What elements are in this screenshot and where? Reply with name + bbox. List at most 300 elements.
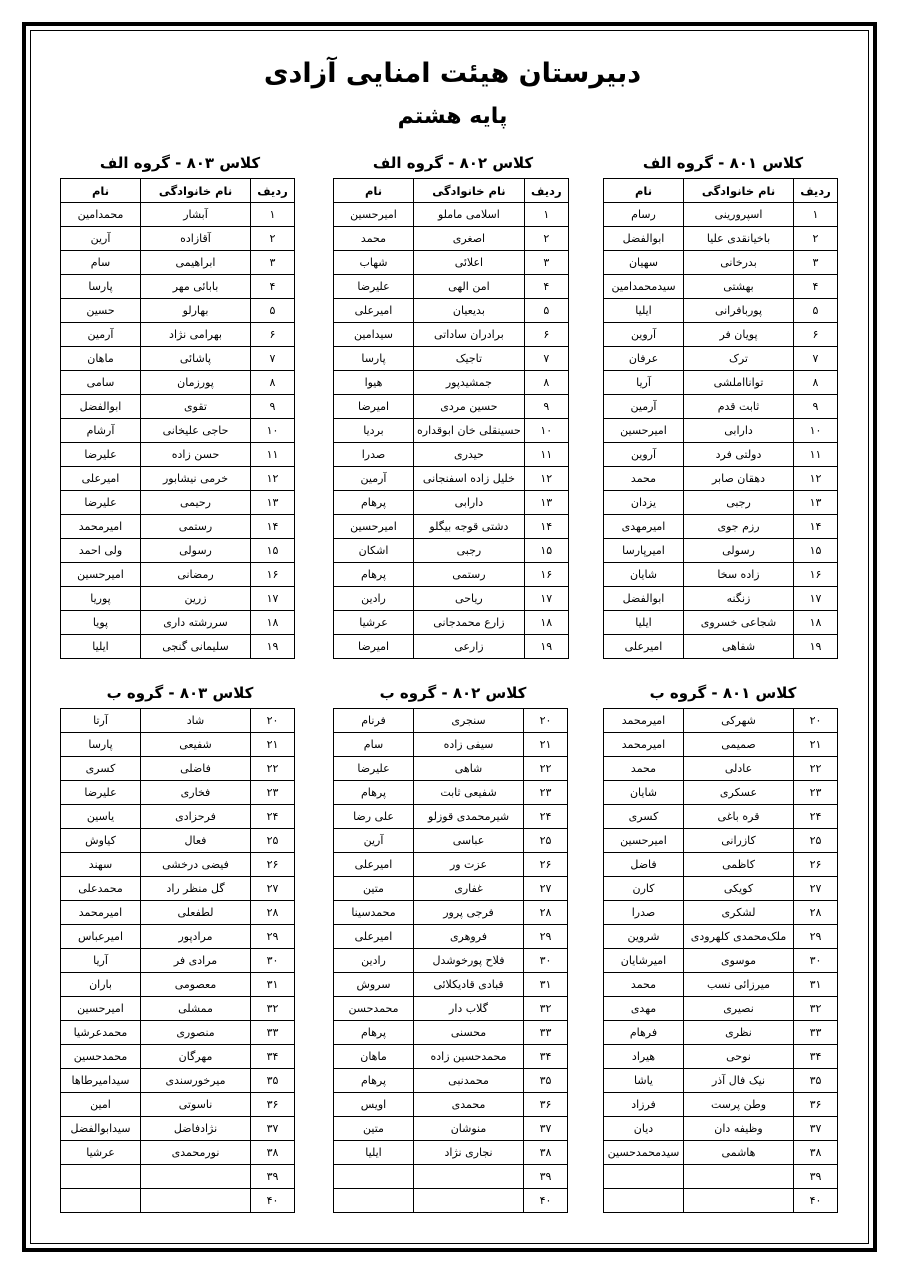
table-row	[61, 1021, 295, 1045]
radif-cell: ۱۹	[524, 635, 568, 659]
first-name-cell: آریا	[61, 949, 141, 973]
radif-cell: ۱۳	[794, 491, 838, 515]
radif-cell: ۲۸	[794, 901, 838, 925]
radif-cell: ۱۰	[524, 419, 568, 443]
table-row	[61, 539, 295, 563]
table-row	[61, 781, 295, 805]
family-name-cell: مهرگان	[141, 1045, 251, 1069]
family-name-cell: فاضلی	[141, 757, 251, 781]
radif-cell: ۳۶	[524, 1093, 568, 1117]
family-name-cell: منوشان	[414, 1117, 524, 1141]
family-name-cell: شاهی	[414, 757, 524, 781]
first-name-cell: امیرمحمد	[604, 709, 684, 733]
first-name-cell: آرتا	[61, 709, 141, 733]
radif-cell: ۳	[794, 251, 838, 275]
radif-cell: ۳۲	[794, 997, 838, 1021]
first-name-cell: باران	[61, 973, 141, 997]
family-name-cell: باخیانقدی علیا	[684, 227, 794, 251]
radif-cell: ۱۷	[524, 587, 568, 611]
table-row	[334, 539, 569, 563]
family-name-cell	[684, 1165, 794, 1189]
radif-cell: ۳۵	[524, 1069, 568, 1093]
table-row	[604, 467, 838, 491]
first-name-cell: پرهام	[334, 491, 414, 515]
radif-cell: ۱۰	[794, 419, 838, 443]
school-title: دبیرستان هیئت امنایی آزادی	[263, 58, 642, 89]
table-row	[61, 1045, 295, 1069]
family-name-cell: ترک	[684, 347, 794, 371]
first-name-cell: علیرضا	[61, 781, 141, 805]
family-name-cell: عباسی	[414, 829, 524, 853]
first-name-cell: سهند	[61, 853, 141, 877]
first-name-cell: کارن	[604, 877, 684, 901]
family-name-cell: نظری	[684, 1021, 794, 1045]
first-name-cell: کسری	[604, 805, 684, 829]
radif-cell: ۱۵	[524, 539, 568, 563]
table-row	[334, 251, 569, 275]
first-name-cell: امیرعلی	[334, 925, 414, 949]
first-name-cell: یاسین	[61, 805, 141, 829]
table-row	[604, 1093, 838, 1117]
radif-cell: ۱۸	[794, 611, 838, 635]
first-name-cell: ایلیا	[61, 635, 141, 659]
radif-cell: ۳	[251, 251, 295, 275]
family-name-cell: حیدری	[414, 443, 525, 467]
family-name-cell: ریاحی	[414, 587, 525, 611]
roster-table-802b	[333, 708, 568, 1213]
table-row	[604, 587, 838, 611]
family-name-cell: بابائی مهر	[141, 275, 251, 299]
family-name-cell: عسکری	[684, 781, 794, 805]
table-row	[61, 1189, 295, 1213]
radif-cell: ۹	[794, 395, 838, 419]
table-row	[604, 1069, 838, 1093]
family-name-cell: رمضانی	[141, 563, 251, 587]
first-name-cell: دیان	[604, 1117, 684, 1141]
first-name-cell: آرمین	[61, 323, 141, 347]
family-name-cell: آقازاده	[141, 227, 251, 251]
table-row	[61, 853, 295, 877]
radif-cell: ۱۵	[794, 539, 838, 563]
roster-table-803a	[60, 178, 295, 659]
radif-cell: ۲۱	[794, 733, 838, 757]
radif-cell: ۳۴	[251, 1045, 295, 1069]
table-row	[604, 997, 838, 1021]
table-row	[604, 1045, 838, 1069]
table-row	[604, 1117, 838, 1141]
family-name-cell: مرادپور	[141, 925, 251, 949]
table-row	[61, 467, 295, 491]
radif-cell: ۳۸	[251, 1141, 295, 1165]
table-row	[334, 419, 569, 443]
radif-header: ردیف	[794, 179, 838, 203]
radif-cell: ۲۶	[794, 853, 838, 877]
family-name-cell: غفاری	[414, 877, 524, 901]
radif-cell: ۲۷	[524, 877, 568, 901]
table-row	[334, 1069, 568, 1093]
table-row	[604, 347, 838, 371]
family-name-cell: شفاهی	[684, 635, 794, 659]
first-name-cell: شایان	[604, 781, 684, 805]
table-row	[61, 877, 295, 901]
family-name-cell: توانااملشی	[684, 371, 794, 395]
table-row	[61, 1117, 295, 1141]
first-name-cell: آرمین	[604, 395, 684, 419]
first-name-cell: آرین	[61, 227, 141, 251]
first-name-cell	[61, 1165, 141, 1189]
radif-cell: ۷	[524, 347, 568, 371]
first-name-cell: شهاب	[334, 251, 414, 275]
first-name-cell: آرمین	[334, 467, 414, 491]
family-name-cell: جمشیدپور	[414, 371, 525, 395]
radif-cell: ۱	[524, 203, 568, 227]
radif-cell: ۳۹	[251, 1165, 295, 1189]
first-name-cell: هیراد	[604, 1045, 684, 1069]
radif-cell: ۳۷	[524, 1117, 568, 1141]
first-name-cell: کسری	[61, 757, 141, 781]
family-name-cell: زارعی	[414, 635, 525, 659]
section-title-801b: کلاس ۸۰۱ - گروه ب	[649, 684, 797, 702]
table-row	[61, 395, 295, 419]
radif-cell: ۲	[794, 227, 838, 251]
radif-cell: ۳۲	[524, 997, 568, 1021]
family-name-cell: شهرکی	[684, 709, 794, 733]
first-name-cell: عرفان	[604, 347, 684, 371]
family-name-header: نام خانوادگی	[141, 179, 251, 203]
first-name-cell: ایلیا	[604, 611, 684, 635]
first-name-cell: امیرضا	[334, 635, 414, 659]
table-row	[61, 563, 295, 587]
family-name-cell: زرین	[141, 587, 251, 611]
radif-cell: ۳۹	[794, 1165, 838, 1189]
table-row	[61, 949, 295, 973]
radif-cell: ۲۴	[524, 805, 568, 829]
radif-cell: ۱۸	[524, 611, 568, 635]
radif-cell: ۲۷	[794, 877, 838, 901]
radif-cell: ۲۲	[251, 757, 295, 781]
family-name-cell: خرمی نیشابور	[141, 467, 251, 491]
radif-cell: ۳۱	[524, 973, 568, 997]
table-row	[334, 853, 568, 877]
radif-cell: ۲۵	[794, 829, 838, 853]
family-name-cell: خلیل زاده اسفنجانی	[414, 467, 525, 491]
table-header-row	[61, 179, 295, 203]
table-row	[334, 635, 569, 659]
table-row	[604, 805, 838, 829]
first-name-cell: سامی	[61, 371, 141, 395]
table-row	[334, 877, 568, 901]
first-name-cell: ابوالفضل	[604, 227, 684, 251]
radif-cell: ۱۰	[251, 419, 295, 443]
first-name-cell: صدرا	[334, 443, 414, 467]
first-name-cell: عرشیا	[61, 1141, 141, 1165]
radif-cell: ۳۳	[251, 1021, 295, 1045]
radif-cell: ۲۰	[524, 709, 568, 733]
table-row	[334, 1117, 568, 1141]
family-name-cell: دارابی	[684, 419, 794, 443]
first-name-cell: آریا	[604, 371, 684, 395]
family-name-cell: لشکری	[684, 901, 794, 925]
radif-cell: ۲۹	[794, 925, 838, 949]
first-name-cell: سیدمحمدامین	[604, 275, 684, 299]
first-name-cell: امیرحسین	[61, 563, 141, 587]
family-name-cell: بهشتی	[684, 275, 794, 299]
family-name-cell: قبادی قادیکلائی	[414, 973, 524, 997]
family-name-cell: فروهری	[414, 925, 524, 949]
family-name-cell: شاد	[141, 709, 251, 733]
first-name-cell: ماهان	[61, 347, 141, 371]
table-row	[604, 709, 838, 733]
table-row	[604, 299, 838, 323]
table-row	[334, 443, 569, 467]
first-name-header: نام	[61, 179, 141, 203]
radif-cell: ۱۷	[251, 587, 295, 611]
table-row	[61, 491, 295, 515]
family-name-cell: رجبی	[684, 491, 794, 515]
radif-cell: ۲۰	[794, 709, 838, 733]
family-name-cell: نورمحمدی	[141, 1141, 251, 1165]
table-row	[61, 275, 295, 299]
table-row	[604, 323, 838, 347]
radif-cell: ۳۳	[524, 1021, 568, 1045]
first-name-cell: رادین	[334, 587, 414, 611]
radif-cell: ۲۱	[251, 733, 295, 757]
first-name-cell: فرهام	[604, 1021, 684, 1045]
section-title-803b: کلاس ۸۰۳ - گروه ب	[106, 684, 254, 702]
first-name-cell: پرهام	[334, 1069, 414, 1093]
first-name-cell: محمدسینا	[334, 901, 414, 925]
first-name-cell: ابوالفضل	[604, 587, 684, 611]
radif-cell: ۱	[794, 203, 838, 227]
radif-cell: ۲۹	[251, 925, 295, 949]
table-row	[604, 781, 838, 805]
table-row	[604, 371, 838, 395]
first-name-cell: امین	[61, 1093, 141, 1117]
first-name-cell: امیرحسین	[334, 203, 414, 227]
radif-cell: ۳۵	[251, 1069, 295, 1093]
table-row	[61, 611, 295, 635]
first-name-cell: امیرعلی	[334, 853, 414, 877]
table-row	[61, 1069, 295, 1093]
family-name-cell: کویکی	[684, 877, 794, 901]
radif-cell: ۱۴	[524, 515, 568, 539]
family-name-cell: ابراهیمی	[141, 251, 251, 275]
first-name-cell: آروین	[604, 443, 684, 467]
family-name-cell: رستمی	[414, 563, 525, 587]
radif-cell: ۱	[251, 203, 295, 227]
radif-cell: ۳۲	[251, 997, 295, 1021]
family-name-cell: نصیری	[684, 997, 794, 1021]
table-row	[604, 395, 838, 419]
family-name-cell	[141, 1165, 251, 1189]
radif-cell: ۲۶	[524, 853, 568, 877]
radif-cell: ۱۱	[794, 443, 838, 467]
first-name-cell: سروش	[334, 973, 414, 997]
first-name-cell: سیدامین	[334, 323, 414, 347]
table-row	[334, 757, 568, 781]
family-name-cell: رجبی	[414, 539, 525, 563]
table-row	[61, 997, 295, 1021]
first-name-cell: صدرا	[604, 901, 684, 925]
first-name-cell: پارسا	[61, 275, 141, 299]
first-name-cell: رادین	[334, 949, 414, 973]
family-name-cell: تاجیک	[414, 347, 525, 371]
roster-table-802a	[333, 178, 569, 659]
table-row	[334, 1189, 568, 1213]
first-name-cell	[334, 1189, 414, 1213]
radif-cell: ۳۳	[794, 1021, 838, 1045]
radif-cell: ۱۸	[251, 611, 295, 635]
first-name-cell: پرهام	[334, 781, 414, 805]
family-name-cell: پویان فر	[684, 323, 794, 347]
family-name-cell: رسولی	[141, 539, 251, 563]
radif-cell: ۵	[251, 299, 295, 323]
radif-cell: ۱۲	[524, 467, 568, 491]
table-row	[61, 973, 295, 997]
section-title-803a: کلاس ۸۰۳ - گروه الف	[99, 154, 261, 172]
radif-cell: ۲۹	[524, 925, 568, 949]
table-row	[334, 611, 569, 635]
family-name-cell: دهقان صابر	[684, 467, 794, 491]
family-name-cell: صمیمی	[684, 733, 794, 757]
table-row	[334, 203, 569, 227]
family-name-cell: اسلامی ماملو	[414, 203, 525, 227]
table-row	[61, 227, 295, 251]
table-row	[61, 1165, 295, 1189]
table-header-row	[334, 179, 569, 203]
family-name-cell: کازرانی	[684, 829, 794, 853]
family-name-cell	[684, 1189, 794, 1213]
radif-cell: ۴	[794, 275, 838, 299]
section-title-801a: کلاس ۸۰۱ - گروه الف	[642, 154, 804, 172]
table-row	[61, 1141, 295, 1165]
family-name-cell: منصوری	[141, 1021, 251, 1045]
family-name-cell: پورزمان	[141, 371, 251, 395]
radif-cell: ۲۲	[794, 757, 838, 781]
first-name-cell: امیرمحمد	[61, 515, 141, 539]
family-name-cell: فرحزادی	[141, 805, 251, 829]
family-name-cell: وطن پرست	[684, 1093, 794, 1117]
radif-cell: ۲۷	[251, 877, 295, 901]
table-row	[334, 371, 569, 395]
first-name-cell: سیدابوالفضل	[61, 1117, 141, 1141]
first-name-cell: ماهان	[334, 1045, 414, 1069]
radif-cell: ۱۹	[251, 635, 295, 659]
radif-cell: ۳۹	[524, 1165, 568, 1189]
section-title-802b: کلاس ۸۰۲ - گروه ب	[379, 684, 527, 702]
table-row	[334, 733, 568, 757]
first-name-cell: امیرعلی	[334, 299, 414, 323]
radif-cell: ۳	[524, 251, 568, 275]
first-name-cell: محمدامین	[61, 203, 141, 227]
table-row	[604, 203, 838, 227]
first-name-cell: کیاوش	[61, 829, 141, 853]
first-name-cell: اشکان	[334, 539, 414, 563]
family-name-cell: فخاری	[141, 781, 251, 805]
radif-cell: ۱۹	[794, 635, 838, 659]
radif-cell: ۱۲	[251, 467, 295, 491]
radif-cell: ۳۰	[794, 949, 838, 973]
table-row	[61, 299, 295, 323]
first-name-cell: ایلیا	[604, 299, 684, 323]
first-name-cell: محمد	[604, 973, 684, 997]
radif-cell: ۲۶	[251, 853, 295, 877]
family-name-cell: موسوی	[684, 949, 794, 973]
family-name-cell: رحیمی	[141, 491, 251, 515]
first-name-cell: پویا	[61, 611, 141, 635]
first-name-cell: پوریا	[61, 587, 141, 611]
table-row	[604, 419, 838, 443]
radif-cell: ۹	[524, 395, 568, 419]
radif-cell: ۷	[251, 347, 295, 371]
table-row	[604, 925, 838, 949]
first-name-cell: آرین	[334, 829, 414, 853]
radif-cell: ۴	[251, 275, 295, 299]
radif-cell: ۲	[251, 227, 295, 251]
family-name-cell: امن الهی	[414, 275, 525, 299]
family-name-cell: فیضی درخشی	[141, 853, 251, 877]
table-row	[61, 203, 295, 227]
table-row	[604, 515, 838, 539]
table-row	[604, 901, 838, 925]
radif-cell: ۳۸	[524, 1141, 568, 1165]
table-row	[604, 491, 838, 515]
first-name-cell: پرهام	[334, 1021, 414, 1045]
radif-cell: ۲	[524, 227, 568, 251]
table-row	[334, 227, 569, 251]
table-row	[334, 1045, 568, 1069]
table-row	[334, 299, 569, 323]
first-name-cell: امیرپارسا	[604, 539, 684, 563]
grade-title: پایه هشتم	[397, 104, 508, 129]
first-name-cell: رسام	[604, 203, 684, 227]
radif-cell: ۲۲	[524, 757, 568, 781]
first-name-cell: امیرشایان	[604, 949, 684, 973]
family-name-cell: محمدحسین زاده	[414, 1045, 524, 1069]
family-name-cell: مرادی فر	[141, 949, 251, 973]
radif-cell: ۷	[794, 347, 838, 371]
table-row	[604, 611, 838, 635]
first-name-cell: علیرضا	[61, 443, 141, 467]
first-name-cell: امیرحسین	[61, 997, 141, 1021]
table-row	[334, 587, 569, 611]
family-name-cell: میرزائی نسب	[684, 973, 794, 997]
first-name-cell: محمد	[334, 227, 414, 251]
first-name-cell: امیرحسین	[604, 829, 684, 853]
radif-cell: ۵	[524, 299, 568, 323]
first-name-cell: امیرمهدی	[604, 515, 684, 539]
radif-cell: ۱۲	[794, 467, 838, 491]
table-row	[334, 1093, 568, 1117]
family-name-cell: دشتی قوجه بیگلو	[414, 515, 525, 539]
first-name-cell: محمد	[604, 757, 684, 781]
table-row	[334, 1165, 568, 1189]
first-name-cell: سیدامیرطاها	[61, 1069, 141, 1093]
table-row	[334, 829, 568, 853]
table-row	[604, 1165, 838, 1189]
first-name-cell: آروین	[604, 323, 684, 347]
first-name-cell	[334, 1165, 414, 1189]
roster-table-801b	[603, 708, 838, 1213]
radif-cell: ۲۸	[251, 901, 295, 925]
radif-cell: ۳۱	[251, 973, 295, 997]
radif-cell: ۱۴	[251, 515, 295, 539]
table-row	[61, 709, 295, 733]
table-row	[61, 733, 295, 757]
first-name-cell: متین	[334, 1117, 414, 1141]
family-name-cell: شفیعی	[141, 733, 251, 757]
table-row	[604, 853, 838, 877]
